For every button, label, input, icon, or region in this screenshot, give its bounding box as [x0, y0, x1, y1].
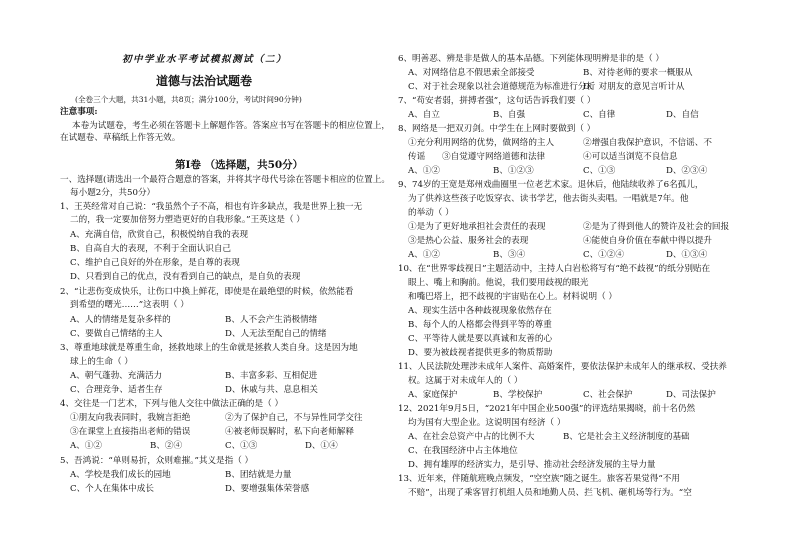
question-text: 4、交往是一门艺术，下列与他人交往中做法正确的是（ ） — [60, 399, 284, 409]
section-intro: 一、选择题(请选出一个最符合题意的答案，并将其字母代号涂在答题卡相应的位置上。 — [60, 175, 390, 185]
answer-option: A、①② — [408, 166, 440, 176]
question-text: 不赔”，出现了乘客冒打机组人员和地勤人员、拦飞机、砸机场等行为。“空 — [408, 488, 692, 498]
answer-option: D、要为被歧视者提供更多的物质帮助 — [408, 348, 553, 358]
statement-option: ②增强自我保护意识，不信谣、不 — [583, 138, 712, 148]
answer-option: C、要做自己情绪的主人 — [70, 329, 163, 339]
answer-option: D、对朋友的意见言听计从 — [583, 82, 685, 92]
statement-option: ④被老师误解时，私下向老师解释 — [225, 427, 354, 437]
question-text: 二的，我一定要加倍努力塑造更好的自我形象。”王英这是（ ） — [70, 215, 305, 225]
answer-option: A、对网络信息不假思索全部接受 — [408, 68, 535, 78]
answer-option: C、在我国经济中占主体地位 — [408, 446, 518, 456]
statement-option: ②为了保护自己，不与异性同学交往 — [225, 413, 363, 423]
question-text: 球上的生命（ ） — [70, 357, 133, 367]
question-text: 和嘴巴塔上，把不歧视的宇宙贴在心上。材料说明（ ） — [408, 292, 617, 302]
question-text: 3、尊重地球就是尊重生命，拯救地球上的生命就是拯救人类自身。这是因为地 — [60, 343, 358, 353]
section-intro: 每小题2分，共50分） — [70, 188, 156, 198]
statement-option: ②是为了得到他人的赞许及社会的回报 — [583, 222, 730, 232]
answer-option: C、社会保护 — [583, 390, 633, 400]
question-text: 为了供养这些孩子吃饭穿衣、读书学艺，他去街头卖唱。一唱就是7年。他 — [408, 194, 689, 204]
answer-option: B、②④ — [150, 441, 183, 451]
statement-option: ③自觉遵守网络道德和法律 — [442, 152, 546, 162]
question-text: 5、吾鸿说：“单则易折，众则难摧。”其义是指（ ） — [60, 456, 254, 466]
answer-option: C、①③ — [583, 166, 616, 176]
answer-option: B、①②③ — [493, 166, 534, 176]
answer-option: D、自信 — [666, 110, 699, 120]
question-text: 眼上、嘴上和胸前。他说，我们要用歧视的眼光 — [408, 278, 589, 288]
answer-option: C、维护自己良好的外在形象，是自尊的表现 — [70, 258, 240, 268]
answer-option: C、自律 — [583, 110, 616, 120]
question-text: 2、“让悲伤变成快乐，让伤口中换上鲜花，即使是在最绝望的时候，依然能看 — [60, 287, 354, 297]
answer-option: B、丰富多彩、互相促进 — [225, 371, 318, 381]
answer-option: A、①② — [70, 441, 102, 451]
answer-option: D、司法保护 — [666, 390, 716, 400]
exam-title: 初中学业水平考试模拟测试（二） — [122, 54, 288, 65]
answer-option: D、休戚与共、息息相关 — [225, 385, 318, 395]
question-text: 6、明善恶、辨是非是做人的基本品德。下列能体现明辨是非的是（ ） — [398, 54, 665, 64]
answer-option: C、平等待人就是要以真诚和友善的心 — [408, 334, 553, 344]
answer-option: C、合理竞争、适者生存 — [70, 385, 163, 395]
answer-option: B、人不会产生消极情绪 — [225, 315, 318, 325]
answer-option: B、每个人的人格都会得到平等的尊重 — [408, 320, 552, 330]
answer-option: A、朝气蓬勃、充满活力 — [70, 371, 163, 381]
answer-option: C、①③ — [225, 441, 258, 451]
statement-option: ④能使自身价值在奉献中得以提升 — [583, 236, 712, 246]
answer-option: A、自立 — [408, 110, 440, 120]
answer-option: A、家庭保护 — [408, 390, 458, 400]
notice-line: 在试题卷、草稿纸上作答无效。 — [60, 133, 181, 143]
answer-option: D、人无法至配自己的情绪 — [225, 329, 327, 339]
statement-option: ①充分利用网络的优势，做网络的主人 — [408, 138, 555, 148]
answer-option: D、①④ — [305, 441, 338, 451]
answer-option: B、团结就是力量 — [225, 470, 292, 480]
answer-option: C、个人在集体中成长 — [70, 484, 154, 494]
question-text: 11、人民法院处理涉未成年人案件、高婚案件，要依法保护未成年人的继承权、受扶养 — [398, 362, 727, 372]
statement-option: ③在课堂上直接指出老师的错误 — [70, 427, 191, 437]
question-text: 12、2021年9月5日，“2021年中国企业500强”的评选结果揭晓，前十名仍然 — [398, 404, 696, 414]
question-text: 10、在“世界零歧视日”主题活动中，主持人白岩松将写有“绝不歧视”的纸分别贴在 — [398, 264, 711, 274]
statement-option: 传谣 — [408, 152, 426, 162]
answer-option: A、学校是我们成长的园地 — [70, 470, 171, 480]
answer-option: B、自强 — [493, 110, 526, 120]
question-text: 到希望的曙光……”这表明（ ） — [70, 300, 189, 310]
answer-option: C、对于社会现象以社会道德规范为标准进行分析 — [408, 82, 596, 92]
question-text: 的举动（ ） — [408, 208, 454, 218]
section-title: 第Ⅰ卷 （选择题，共50分） — [175, 159, 304, 171]
statement-option: ①朋友向我表同时，我婉言拒绝 — [70, 413, 191, 423]
notice-heading: 注意事项: — [60, 107, 98, 117]
statement-option: ③是热心公益、服务社会的表现 — [408, 236, 529, 246]
answer-option: B、自高自大的表现，不利于全面认识自己 — [70, 244, 232, 254]
question-text: 7、“苟安者弱，拼搏者强”，这句话告诉我们要（ ） — [398, 96, 596, 106]
answer-option: B、对待老师的要求一概服从 — [583, 68, 693, 78]
notice-line: 本卷为试题卷，考生必须在答题卡上解题作答。答案应书写在答题卡的相应位置上， — [72, 121, 390, 131]
answer-option: D、要增强集体荣誉感 — [225, 484, 310, 494]
answer-option: A、人的情绪是复杂多样的 — [70, 315, 171, 325]
answer-option: D、①③④ — [666, 250, 708, 260]
answer-option: A、①② — [408, 250, 440, 260]
answer-option: B、③④ — [493, 250, 526, 260]
answer-option: A、现实生活中各种歧视现象依然存在 — [408, 306, 552, 316]
question-text: 8、网络是一把双刃剑。中学生在上网时要做到（ ） — [398, 124, 596, 134]
answer-option: B、学校保护 — [493, 390, 543, 400]
answer-option: D、只看到自己的优点，没有看到自己的缺点，是自负的表现 — [70, 272, 301, 282]
question-text: 9、74岁的王宽是郑州戏曲圈里一位老艺术家。退休后，他陆续收养了6名孤儿， — [398, 180, 704, 190]
question-text: 13、近年来，伴随航班晚点频发，“空空族”随之诞生。旅客若果觉得“不用 — [398, 474, 680, 484]
question-text: 均为国有大型企业。这说明国有经济（ ） — [408, 418, 566, 428]
subject-title: 道德与法治试题卷 — [156, 74, 253, 88]
answer-option: C、①②④ — [583, 250, 624, 260]
answer-option: D、②③④ — [666, 166, 708, 176]
answer-option: A、充满自信，欣赏自己，积极悦纳自我的表现 — [70, 230, 249, 240]
statement-option: ①是为了更好地承担社会责任的表现 — [408, 222, 546, 232]
question-text: 1、王英经常对自己说：“我虽然个子不高，相也有许多缺点，我是世界上独一无 — [60, 202, 363, 212]
exam-info: (全卷三个大题，共31小题，共8页；满分100分，考试时间90分钟) — [75, 95, 302, 104]
answer-option: B、它是社会主义经济制度的基础 — [563, 432, 690, 442]
answer-option: A、在社会总资产中占的比例不大 — [408, 432, 535, 442]
statement-option: ④可以适当浏览不良信息 — [583, 152, 678, 162]
answer-option: D、拥有雄厚的经济实力，是引导、推动社会经济发展的主导力量 — [408, 460, 656, 470]
question-text: 权。这属于对未成年人的（ ） — [408, 376, 523, 386]
